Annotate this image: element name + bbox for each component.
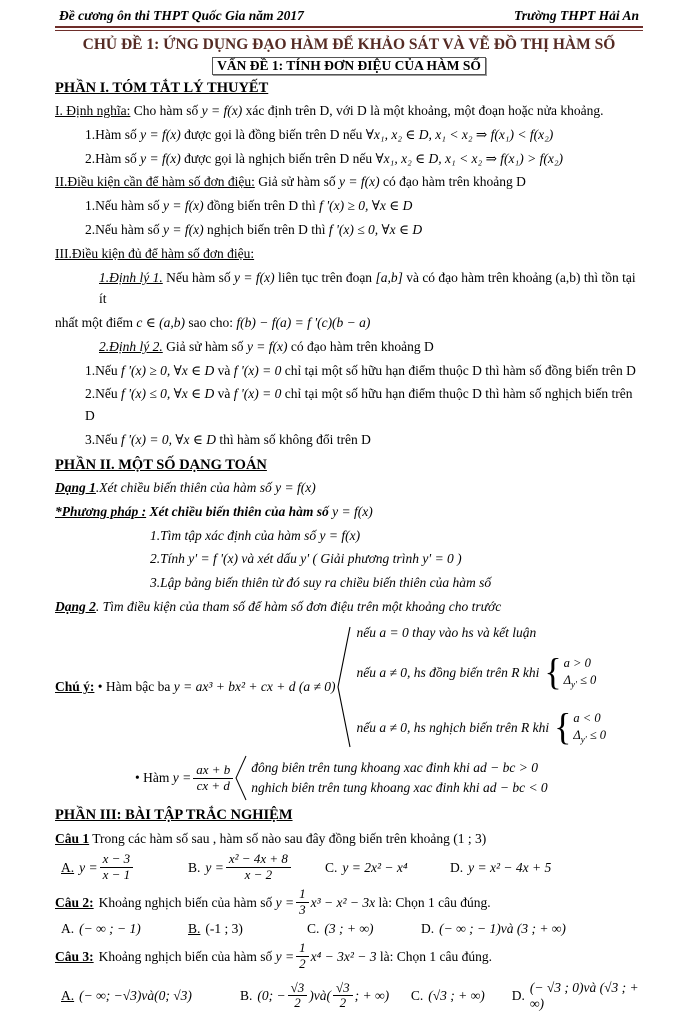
t2i2-post: chỉ tại một số hữu hạn điểm thuộc D thì hàm số nghịch biến trên D [85,386,633,423]
step1-formula: y = f(x) [319,527,361,543]
theorem1-formula2: [a,b] [375,269,403,285]
step1-text: 1.Tìm tập xác định của hàm số [150,527,317,543]
theorem2-formula: y = f(x) [246,338,288,354]
step2-pre: 2.Tính [150,551,185,567]
subtitle-wrap [55,57,643,75]
definition-formula: y = f(x) [201,103,243,118]
q1d-formula: y = x² − 4x + 5 [468,859,552,875]
q3-option-d [512,980,643,1012]
q1-option-c-label: C. [325,859,338,875]
q2b-formula: (-1 ; 3) [205,921,243,937]
bullet-icon: • [135,770,140,786]
rational-case1-formula: ad − bc > 0 [473,759,538,775]
dang1-label: Dạng 1 [55,479,96,495]
fraction-denominator: cx + d [196,777,230,793]
theorem2-post: có đạo hàm trên khoảng D [290,338,434,354]
q3-option-b-label: B. [240,987,253,1003]
definition-pre: Cho hàm số [133,103,199,118]
fraction-numerator: √3 [288,981,308,997]
sufficient-condition-label: III.Điều kiện đủ để hàm số đơn điệu: [55,245,255,261]
theorem2-item3 [85,429,643,450]
theorem2-label: 2.Định lý 2. [99,338,163,354]
theorem1-formula1: y = f(x) [234,269,275,285]
q2-option-b-label: B. [188,921,201,937]
q1-option-b [188,852,325,883]
necessary-condition-label: II.Điều kiện cần để hàm số đơn điệu: [55,174,255,190]
nec1-mid: đồng biến trên D thì [206,198,316,214]
theorem1-label: 1.Định lý 1. [99,269,163,285]
step3-text: 3.Lập bảng biến thiên từ đó suy ra chiều biến thiên của hàm số [150,575,492,591]
necessary-condition-line [55,171,643,192]
item2-formula1: y = f(x) [140,150,181,166]
item2-pre: 2.Hàm số [85,150,137,166]
fraction-numerator: √3 [333,981,353,997]
fraction-denominator: 2 [339,995,347,1011]
document-title: CHỦ ĐỀ 1: ỨNG DỤNG ĐẠO HÀM ĐỂ KHẢO SÁT VÀ VẼ ĐỒ THỊ HÀM SỐ [82,36,616,53]
q3-option-c [411,988,512,1004]
q1-option-a [61,852,188,883]
small-angle-brace-icon [235,755,247,801]
t2i1-mid: và [217,362,231,378]
rational-case2-formula: ad − bc < 0 [482,780,548,796]
case2-text: nếu a ≠ 0, hs đồng biến trên R khi [356,665,540,681]
dang2-text: . Tìm điều kiện của tham số để hàm số đơn điệu trên một khoảng cho trước [95,599,502,615]
q2-fraction [296,887,309,918]
nec2-formula2: f '(x) ≤ 0, ∀x ∈ D [328,222,423,238]
t2i3-post: thì hàm số không đổi trên D [219,431,371,447]
cubic-case1 [357,624,607,642]
question2-options [61,921,643,937]
fraction-denominator: x − 1 [102,867,131,883]
t2i2-pre: 2.Nếu [85,386,118,402]
q1a-y-equals: y = [79,859,98,875]
theorem2-pre: Giả sử hàm số [166,338,244,354]
question3-line [55,941,643,972]
q1a-fraction [100,852,134,883]
definition-item2 [85,148,643,169]
q2-option-d-label: D. [421,921,435,937]
bullet-icon: • [97,679,103,695]
theorem1-line2 [55,312,643,333]
note-pre: Hàm bậc ba [105,679,171,695]
rational-function-block [135,755,643,801]
question3-label: Câu 3: [55,948,94,964]
q2-option-c-label: C. [307,921,320,937]
method-step1 [150,525,643,546]
q3d-formula: (− √3 ; 0)và (√3 ; + ∞) [529,979,639,1011]
case2-conditions [564,655,597,691]
t2i1-formula2: f '(x) = 0 [233,362,282,378]
cubic-case3 [357,704,607,751]
header-divider-rule [55,26,643,31]
q3-formula: x⁴ − 3x² − 3 [310,948,377,964]
q3-option-a [61,988,240,1004]
header-left-text: Đề cương ôn thi THPT Quốc Gia năm 2017 [59,8,304,23]
q3-option-d-label: D. [511,987,525,1003]
necessary-item1 [85,195,643,216]
q3b-fraction2 [333,981,353,1012]
part3-heading: PHẦN III: BÀI TẬP TRẮC NGHIỆM [55,807,293,824]
question3-options [61,980,643,1012]
dang2-label: Dạng 2 [55,599,96,615]
fraction-denominator: 2 [294,995,301,1011]
theorem1b-mid: sao cho: [188,314,233,330]
case3-cond1: a < 0 [573,710,601,725]
q3-option-b [240,981,411,1012]
item1-formula1: y = f(x) [140,126,181,142]
q1-option-a-label: A. [61,859,75,875]
item1-formula2: ∀x₁, x₂ ∈ D, x₁ < x₂ ⇒ f(x₁) < f(x₂) [365,126,554,142]
dang1-formula: y = f(x) [275,479,316,495]
question2-pre: Khoảng nghịch biến của hàm số [98,895,273,910]
header-right-text: Trường THPT Hải An [514,8,639,23]
definition-item1 [85,124,643,145]
q2-y-equals: y = [275,895,295,910]
fraction-numerator: ax + b [193,763,233,779]
q3b-fraction1 [288,981,308,1012]
question1-text: Trong các hàm số sau , hàm số nào sau đây đồng biến trên khoảng (1 ; 3) [92,831,487,847]
fraction-denominator: 3 [299,902,306,918]
question3-post: là: Chọn 1 câu đúng. [379,948,493,964]
theorem2-line [99,336,643,357]
nec2-pre: 2.Nếu hàm số [85,222,160,238]
method-line [55,501,643,522]
theorem1-pre: Nếu hàm số [166,269,231,285]
q1b-y-equals: y = [205,859,224,875]
rational-pre: Hàm [143,770,170,786]
t2i1-pre: 1.Nếu [85,362,118,378]
system-brace-icon: { [544,651,562,694]
q1b-fraction [226,852,291,883]
theorem2-item2 [85,383,643,426]
case3-cond2 [573,727,606,746]
theorem1-mid: liên tục trên đoạn [277,269,373,285]
cubic-formula: y = ax³ + bx² + cx + d (a ≠ 0) [173,679,336,695]
cubic-cases [357,620,607,755]
q3-option-c-label: C. [410,987,424,1003]
system-brace-icon: { [554,706,572,749]
page-header [55,8,643,24]
question2-post: là: Chọn 1 câu đúng. [378,895,491,910]
case3-text: nếu a ≠ 0, hs nghịch biến trên R khi [356,719,550,735]
fraction-numerator: 1 [296,941,309,957]
t2i1-formula1: f '(x) ≥ 0, ∀x ∈ D [121,362,215,378]
item2-formula2: ∀x₁, x₂ ∈ D, x₁ < x₂ ⇒ f(x₁) > f(x₂) [375,150,564,166]
delta-subscript: y' [580,734,587,745]
question2-label: Câu 2: [55,895,94,910]
definition-post: xác định trên D, với D là một khoảng, một đoạn hoặc nửa khoảng. [245,103,604,118]
nec2-formula1: y = f(x) [163,222,204,238]
necessary-condition-pre: Giả sử hàm số [258,174,336,190]
rational-fraction [193,763,233,794]
case2-cond2-rel: ≤ 0 [576,672,597,687]
nec1-pre: 1.Nếu hàm số [85,198,160,214]
t2i3-pre: 3.Nếu [85,431,118,447]
q3b-part3: ; + ∞) [354,987,390,1003]
fraction-denominator: x − 2 [244,867,273,883]
big-angle-brace-icon [336,626,351,748]
q2-option-a [61,921,188,937]
method-label: *Phương pháp : [55,503,147,519]
method-step3 [150,572,643,593]
necessary-condition-formula: y = f(x) [339,174,380,190]
theorem1b-formula2: f(b) − f(a) = f '(c)(b − a) [236,314,371,330]
q2-option-c [307,921,421,937]
t2i2-formula2: f '(x) = 0 [233,386,282,402]
q1-option-c [325,860,450,876]
rational-y-equals: y = [172,770,192,786]
q1-option-b-label: B. [188,859,201,875]
q2c-formula: (3 ; + ∞) [324,921,374,937]
necessary-condition-post: có đạo hàm trên khoảng D [383,174,526,190]
rational-case1-text: đông biên trên tung khoang xac đinh khi [251,759,470,775]
rational-case2 [251,778,547,798]
dang2-line [55,596,643,617]
cubic-case2 [357,649,607,696]
fraction-numerator: x² − 4x + 8 [226,852,291,868]
theorem1-post: và có đạo hàm trên khoảng (a,b) thì tồn tại ít [99,269,636,307]
nec1-formula1: y = f(x) [163,198,204,214]
q1-option-d [450,860,551,876]
part1-heading: PHẦN I. TÓM TẮT LÝ THUYẾT [55,80,269,96]
definition-line [55,100,643,121]
t2i2-formula1: f '(x) ≤ 0, ∀x ∈ D [121,386,215,402]
fraction-numerator: 1 [296,887,309,903]
fraction-denominator: 2 [299,956,306,972]
method-formula: y = f(x) [332,503,373,519]
q3-y-equals: y = [275,948,295,964]
case1-text: nếu a = 0 thay vào hs và kết luận [356,624,537,640]
q1-option-d-label: D. [450,859,464,875]
delta-symbol: Δ [563,672,572,687]
rational-case2-text: nghich biên trên tung khoang xac đinh khi [251,780,480,796]
dang1-line [55,477,643,498]
note-label: Chú ý: [55,679,95,695]
item1-pre: 1.Hàm số [85,126,137,142]
theorem2-item1 [85,360,643,381]
question1-line [55,828,643,849]
q3b-part1: (0; − [257,987,286,1003]
case3-cond2-rel: ≤ 0 [586,727,607,742]
rational-cases [251,758,547,799]
document-subtitle-box: VẤN ĐỀ 1: TÍNH ĐƠN ĐIỆU CỦA HÀM SỐ [212,57,486,75]
fraction-numerator: x − 3 [100,852,134,868]
rational-case1 [251,758,547,778]
part2-heading: PHẦN II. MỘT SỐ DẠNG TOÁN [55,456,267,473]
step2-formula: y' = f '(x) [188,551,239,567]
delta-symbol: Δ [573,727,581,742]
delta-subscript: y' [571,679,577,690]
note-block [55,620,643,755]
dang1-text: .Xét chiều biến thiên của hàm số [95,479,272,495]
t2i3-formula: f '(x) = 0, ∀x ∈ D [121,431,216,447]
t2i2-mid: và [217,386,231,402]
q3-fraction [296,941,309,972]
q2-option-b [188,921,307,937]
method-text: Xét chiều biến thiên của hàm số [149,503,329,519]
nec2-mid: nghịch biến trên D thì [206,222,326,238]
note-left [55,679,336,695]
item2-mid: được gọi là nghịch biến trên D nếu [184,150,373,166]
q1c-formula: y = 2x² − x⁴ [342,859,408,875]
q3a-formula: (− ∞; −√3)và(0; √3) [79,987,192,1003]
q2-option-a-label: A. [61,921,75,937]
case2-cond2 [564,672,597,691]
q2-formula: x³ − x² − 3x [310,895,376,910]
question1-label: Câu 1 [55,831,90,847]
case3-conditions [573,710,606,746]
theorem1-line1 [99,267,643,310]
case2-cond1: a > 0 [563,656,591,671]
q2a-formula: (− ∞ ; − 1) [79,921,141,937]
theorem1b-formula1: c ∈ (a,b) [136,314,185,330]
theorem1b-pre: nhất một điểm [55,314,133,330]
nec1-formula2: f '(x) ≥ 0, ∀x ∈ D [319,198,413,214]
definition-label: I. Định nghĩa: [55,103,131,118]
step2-post: và xét dấu y' ( Giải phương trình y' = 0 ) [241,551,462,567]
q2d-formula: (− ∞ ; − 1)và (3 ; + ∞) [439,921,566,937]
q3c-formula: (√3 ; + ∞) [428,987,485,1003]
q3-option-a-label: A. [61,987,75,1003]
item1-mid: được gọi là đồng biến trên D nếu [184,126,363,142]
q2-option-d [421,921,566,937]
question3-pre: Khoảng nghịch biến của hàm số [98,948,273,964]
sufficient-condition-heading [55,243,643,264]
necessary-item2 [85,219,643,240]
question2-line [55,887,643,918]
q3b-part2: )và( [309,987,332,1003]
question1-options [61,852,643,883]
t2i1-post: chỉ tại một số hữu hạn điểm thuộc D thì hàm số đồng biến trên D [284,362,636,378]
method-step2 [150,548,643,569]
